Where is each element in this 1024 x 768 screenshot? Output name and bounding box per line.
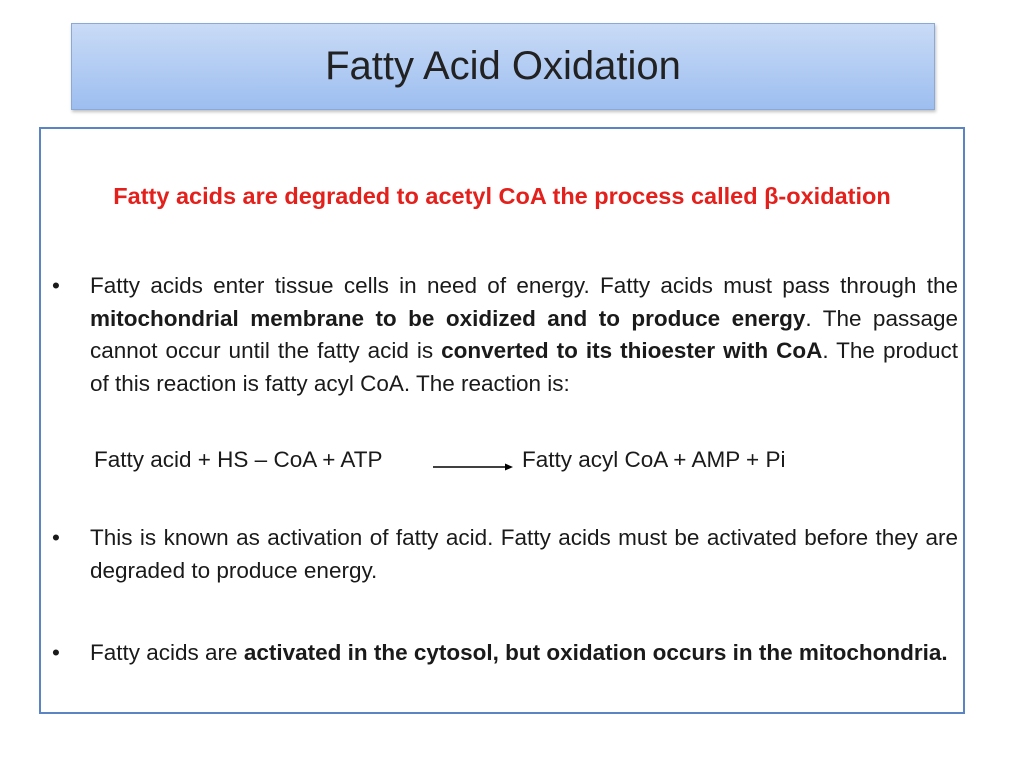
bullet-activation-location	[52, 632, 958, 673]
bullet3-text-1: Fatty acids are	[90, 640, 244, 665]
slide-title: Fatty Acid Oxidation	[325, 44, 681, 88]
bullet1-text-2: . The passage cannot occur until the fatty acid is	[90, 305, 958, 363]
bullet-dot: •	[52, 640, 60, 665]
equation-products: Fatty acyl CoA + AMP + Pi	[522, 447, 786, 472]
equation-reactants: Fatty acid + HS – CoA + ATP	[94, 447, 383, 472]
slide-subtitle: Fatty acids are degraded to acetyl CoA the process called β-oxidation	[113, 183, 891, 209]
bullet-activation-intro	[52, 270, 958, 400]
content-panel	[39, 127, 965, 714]
bullet-dot: •	[52, 525, 60, 550]
bullet1-bold-2: converted to its thioester with CoA	[441, 338, 823, 363]
bullet-dot: •	[52, 273, 60, 298]
bullet1-text-3: . The product of this reaction is fatty acyl CoA. The reaction is:	[90, 338, 958, 396]
bullet1-text-1: Fatty acids enter tissue cells in need of energy. Fatty acids must pass through the	[90, 273, 958, 298]
bullet1-bold-1: mitochondrial membrane to be oxidized and to produce energy	[90, 305, 806, 331]
reaction-arrow-icon	[433, 462, 513, 472]
bullet-activation-known	[52, 522, 958, 587]
bullet2-text-1: This is known as activation of fatty acid. Fatty acids must be activated before they are degraded to produce energy.	[90, 525, 958, 583]
bullet3-bold-1: activated in the cytosol, but oxidation occurs in the mitochondria.	[243, 640, 948, 665]
title-banner	[71, 23, 935, 110]
